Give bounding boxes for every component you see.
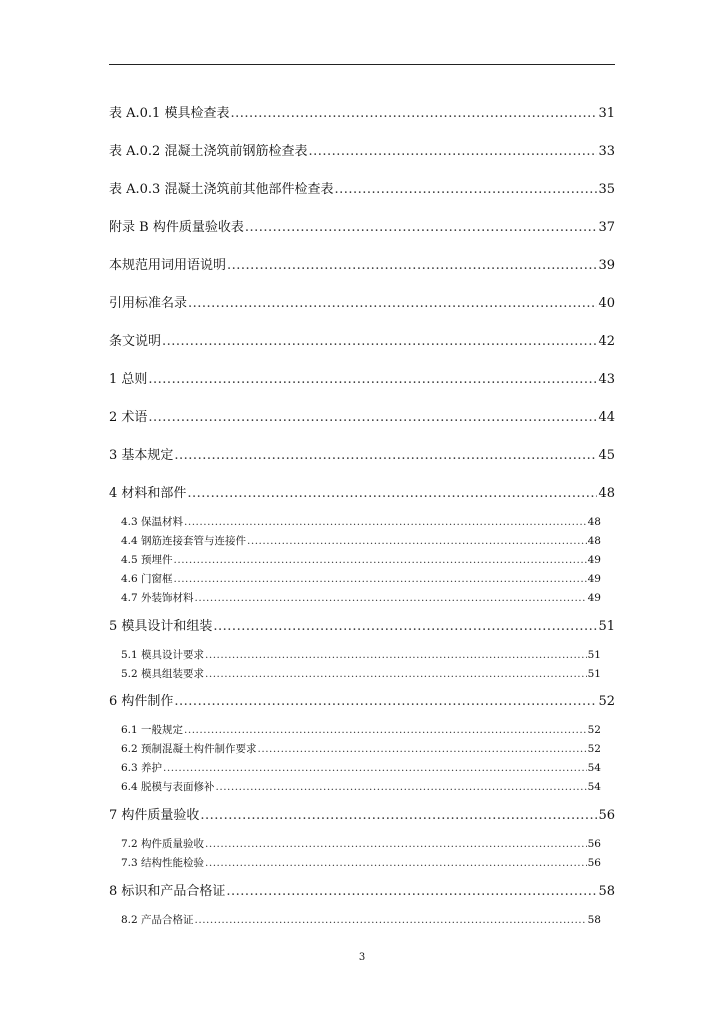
toc-entry-label: 8.2 产品合格证: [121, 914, 194, 926]
toc-entry-cited-standards[interactable]: [109, 295, 615, 313]
toc-entry-page: 51: [587, 668, 601, 680]
toc-entry-label: 6.3 养护: [121, 762, 163, 774]
toc-entry-label: 7.3 结构性能检验: [121, 857, 205, 869]
toc-entry-page: 56: [598, 808, 615, 823]
toc-leader-dots: [216, 780, 587, 794]
toc-entry-6-4[interactable]: [121, 780, 601, 794]
toc-leader-dots: [227, 257, 597, 275]
toc-entry-page: 51: [587, 649, 601, 661]
toc-leader-dots: [308, 143, 597, 161]
toc-entry-6-2[interactable]: [121, 742, 601, 756]
toc-entry-ch7[interactable]: [109, 807, 615, 825]
toc-entry-label: 3 基本规定: [109, 448, 174, 463]
toc-leader-dots: [174, 553, 587, 567]
toc-entry-page: 52: [587, 743, 601, 755]
toc-entry-ch8[interactable]: [109, 883, 615, 901]
toc-entry-label: 4 材料和部件: [109, 486, 187, 501]
toc-leader-dots: [184, 515, 587, 529]
toc-entry-page: 52: [587, 724, 601, 736]
toc-entry-page: 56: [587, 857, 601, 869]
toc-leader-dots: [205, 837, 587, 851]
toc-entry-page: 49: [587, 554, 601, 566]
toc-entry-4-6[interactable]: [121, 572, 601, 586]
toc-entry-label: 5.2 模具组装要求: [121, 668, 205, 680]
toc-entry-page: 33: [598, 144, 615, 159]
page-number: 3: [358, 952, 366, 963]
toc-entry-page: 35: [598, 182, 615, 197]
toc-entry-label: 5.1 模具设计要求: [121, 649, 205, 661]
toc-entry-label: 4.5 预埋件: [121, 554, 173, 566]
toc-leader-dots: [195, 591, 587, 605]
toc-leader-dots: [195, 913, 587, 927]
toc-entry-4-3[interactable]: [121, 515, 601, 529]
toc-entry-label: 表 A.0.2 混凝土浇筑前钢筋检查表: [109, 144, 308, 159]
toc-entry-appendix-b[interactable]: [109, 219, 615, 237]
toc-entry-page: 49: [587, 592, 601, 604]
toc-entry-page: 54: [587, 781, 601, 793]
toc-entry-4-7[interactable]: [121, 591, 601, 605]
toc-entry-7-3[interactable]: [121, 856, 601, 870]
toc-entry-page: 44: [598, 410, 615, 425]
toc-entry-page: 58: [598, 884, 615, 899]
toc-leader-dots: [245, 219, 598, 237]
toc-entry-5-2[interactable]: [121, 667, 601, 681]
toc-entry-5-1[interactable]: [121, 648, 601, 662]
toc-leader-dots: [148, 371, 597, 389]
toc-leader-dots: [174, 447, 597, 465]
toc-entry-page: 52: [598, 694, 615, 709]
toc-entry-label: 7.2 构件质量验收: [121, 838, 205, 850]
toc-entry-label: 6.4 脱模与表面修补: [121, 781, 215, 793]
toc-leader-dots: [205, 856, 587, 870]
toc-entry-label: 表 A.0.3 混凝土浇筑前其他部件检查表: [109, 182, 334, 197]
toc-entry-label: 条文说明: [109, 334, 162, 349]
toc-entry-ch5[interactable]: [109, 618, 615, 636]
toc-entry-page: 43: [598, 372, 615, 387]
toc-entry-table-a02[interactable]: [109, 143, 615, 161]
toc-leader-dots: [163, 761, 587, 775]
toc-leader-dots: [148, 409, 597, 427]
toc-entry-label: 7 构件质量验收: [109, 808, 200, 823]
toc-entry-page: 51: [598, 619, 615, 634]
toc-leader-dots: [205, 667, 587, 681]
toc-entry-clause-explanation[interactable]: [109, 333, 615, 351]
toc-entry-ch6[interactable]: [109, 693, 615, 711]
toc-entry-4-4[interactable]: [121, 534, 601, 548]
toc-entry-label: 引用标准名录: [109, 296, 188, 311]
toc-leader-dots: [247, 534, 587, 548]
toc-entry-label: 6.2 预制混凝土构件制作要求: [121, 743, 257, 755]
toc-entry-page: 42: [598, 334, 615, 349]
toc-entry-page: 58: [587, 914, 601, 926]
toc-leader-dots: [258, 742, 587, 756]
toc-entry-table-a03[interactable]: [109, 181, 615, 199]
toc-entry-page: 45: [598, 448, 615, 463]
toc-leader-dots: [213, 618, 597, 636]
toc-entry-label: 5 模具设计和组装: [109, 619, 213, 634]
toc-leader-dots: [200, 807, 597, 825]
toc-entry-label: 6 构件制作: [109, 694, 174, 709]
toc-entry-page: 37: [598, 220, 615, 235]
toc-entry-label: 6.1 一般规定: [121, 724, 184, 736]
toc-entry-7-2[interactable]: [121, 837, 601, 851]
toc-entry-8-2[interactable]: [121, 913, 601, 927]
toc-entry-ch1[interactable]: [109, 371, 615, 389]
toc-leader-dots: [184, 723, 587, 737]
toc-entry-label: 8 标识和产品合格证: [109, 884, 226, 899]
toc-entry-label: 表 A.0.1 模具检查表: [109, 106, 230, 121]
toc-entry-table-a01[interactable]: [109, 105, 615, 123]
toc-entry-page: 56: [587, 838, 601, 850]
toc-entry-page: 31: [598, 106, 615, 121]
toc-entry-page: 40: [598, 296, 615, 311]
toc-leader-dots: [226, 883, 597, 901]
toc-entry-label: 本规范用词用语说明: [109, 258, 227, 273]
toc-entry-page: 49: [587, 573, 601, 585]
toc-entry-ch3[interactable]: [109, 447, 615, 465]
toc-entry-6-1[interactable]: [121, 723, 601, 737]
toc-leader-dots: [205, 648, 587, 662]
toc-entry-page: 48: [598, 486, 615, 501]
toc-entry-page: 54: [587, 762, 601, 774]
toc-entry-label: 4.3 保温材料: [121, 516, 184, 528]
toc-entry-label: 1 总则: [109, 372, 148, 387]
toc-leader-dots: [187, 485, 597, 503]
toc-entry-wording-explanation[interactable]: [109, 257, 615, 275]
toc-entry-page: 39: [598, 258, 615, 273]
toc-entry-label: 2 术语: [109, 410, 148, 425]
toc-entry-6-3[interactable]: [121, 761, 601, 775]
toc-entry-label: 4.7 外装饰材料: [121, 592, 194, 604]
toc-leader-dots: [188, 295, 597, 313]
toc-entry-ch2[interactable]: [109, 409, 615, 427]
toc-leader-dots: [174, 693, 597, 711]
toc-leader-dots: [230, 105, 597, 123]
toc-entry-page: 48: [587, 516, 601, 528]
toc-entry-page: 48: [587, 535, 601, 547]
toc-entry-label: 4.4 钢筋连接套管与连接件: [121, 535, 247, 547]
toc-leader-dots: [174, 572, 587, 586]
toc-entry-label: 4.6 门窗框: [121, 573, 173, 585]
toc-entry-4-5[interactable]: [121, 553, 601, 567]
toc-leader-dots: [334, 181, 597, 199]
toc-leader-dots: [162, 333, 597, 351]
table-of-contents: [109, 0, 615, 1024]
toc-entry-label: 附录 B 构件质量验收表: [109, 220, 244, 235]
toc-entry-ch4[interactable]: [109, 485, 615, 503]
